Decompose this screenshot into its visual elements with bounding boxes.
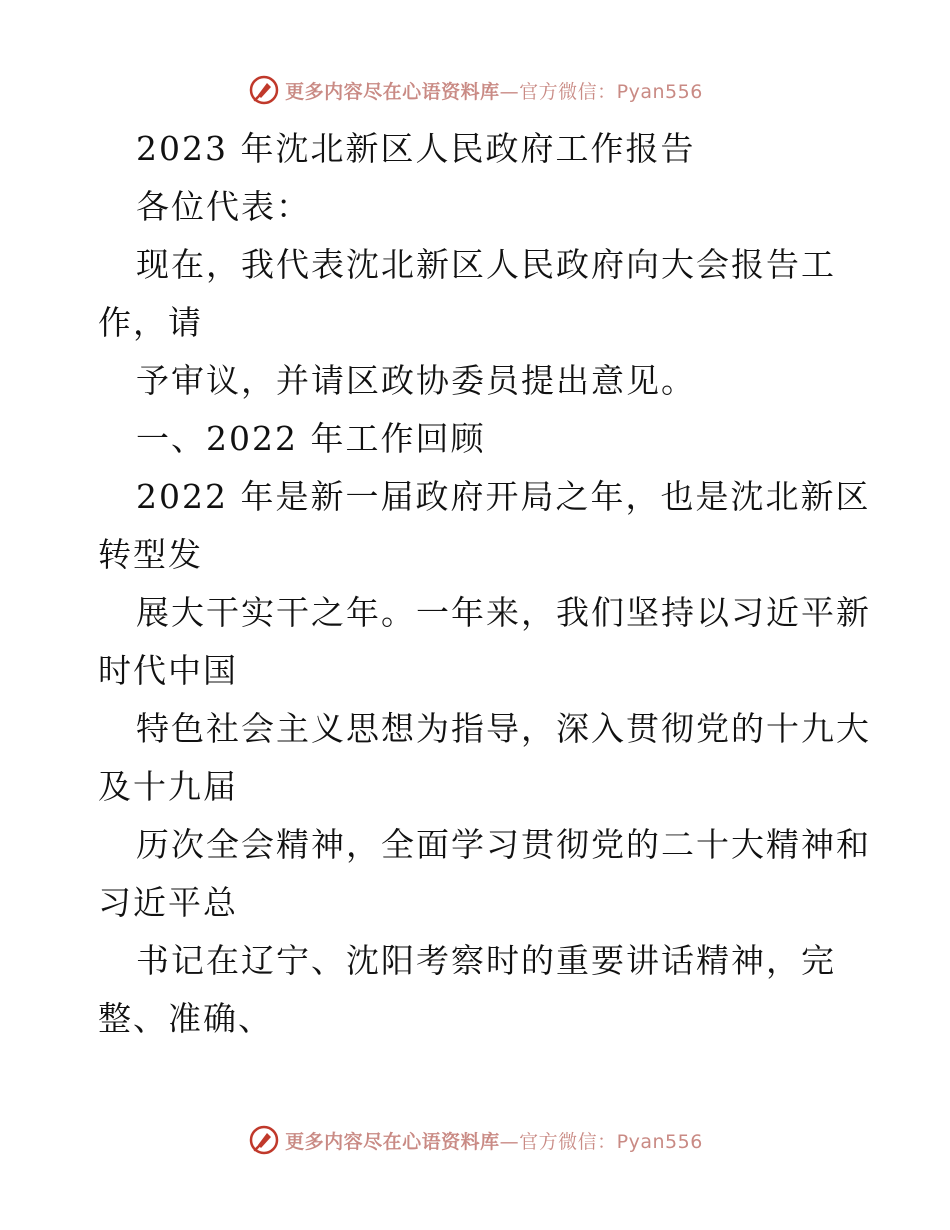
salutation: 各位代表： xyxy=(136,187,311,226)
paragraph-line: 习近平总 xyxy=(98,883,238,922)
paragraph-line: 及十九届 xyxy=(98,767,238,806)
paragraph-line: 整、准确、 xyxy=(98,999,273,1038)
watermark-brand: 更多内容尽在心语资料库 xyxy=(285,1130,500,1153)
pen-nib-logo-icon xyxy=(247,1123,281,1157)
watermark-contact: —官方微信：Pyan556 xyxy=(499,1130,703,1153)
paragraph-line: 书记在辽宁、沈阳考察时的重要讲话精神，完 xyxy=(136,941,836,980)
document-body xyxy=(98,120,871,1048)
paragraph-line: 转型发 xyxy=(98,535,203,574)
pen-nib-logo-icon xyxy=(247,73,281,107)
paragraph-line: 特色社会主义思想为指导，深入贯彻党的十九大 xyxy=(136,709,871,748)
paragraph-line: 现在，我代表沈北新区人民政府向大会报告工 xyxy=(136,245,836,284)
section-heading: 一、2022 年工作回顾 xyxy=(136,419,486,458)
footer-watermark xyxy=(0,1120,950,1160)
header-watermark xyxy=(0,70,950,110)
paragraph-line: 予审议，并请区政协委员提出意见。 xyxy=(136,361,696,400)
watermark-contact: —官方微信：Pyan556 xyxy=(499,80,703,103)
watermark-brand: 更多内容尽在心语资料库 xyxy=(285,80,500,103)
watermark-text xyxy=(285,77,703,104)
paragraph-line: 历次全会精神，全面学习贯彻党的二十大精神和 xyxy=(136,825,871,864)
paragraph-line: 2022 年是新一届政府开局之年，也是沈北新区 xyxy=(136,477,871,516)
paragraph-line: 时代中国 xyxy=(98,651,238,690)
document-title: 2023 年沈北新区人民政府工作报告 xyxy=(136,129,696,168)
paragraph-line: 展大干实干之年。一年来，我们坚持以习近平新 xyxy=(136,593,871,632)
paragraph-line: 作，请 xyxy=(98,303,203,342)
watermark-text xyxy=(285,1127,703,1154)
